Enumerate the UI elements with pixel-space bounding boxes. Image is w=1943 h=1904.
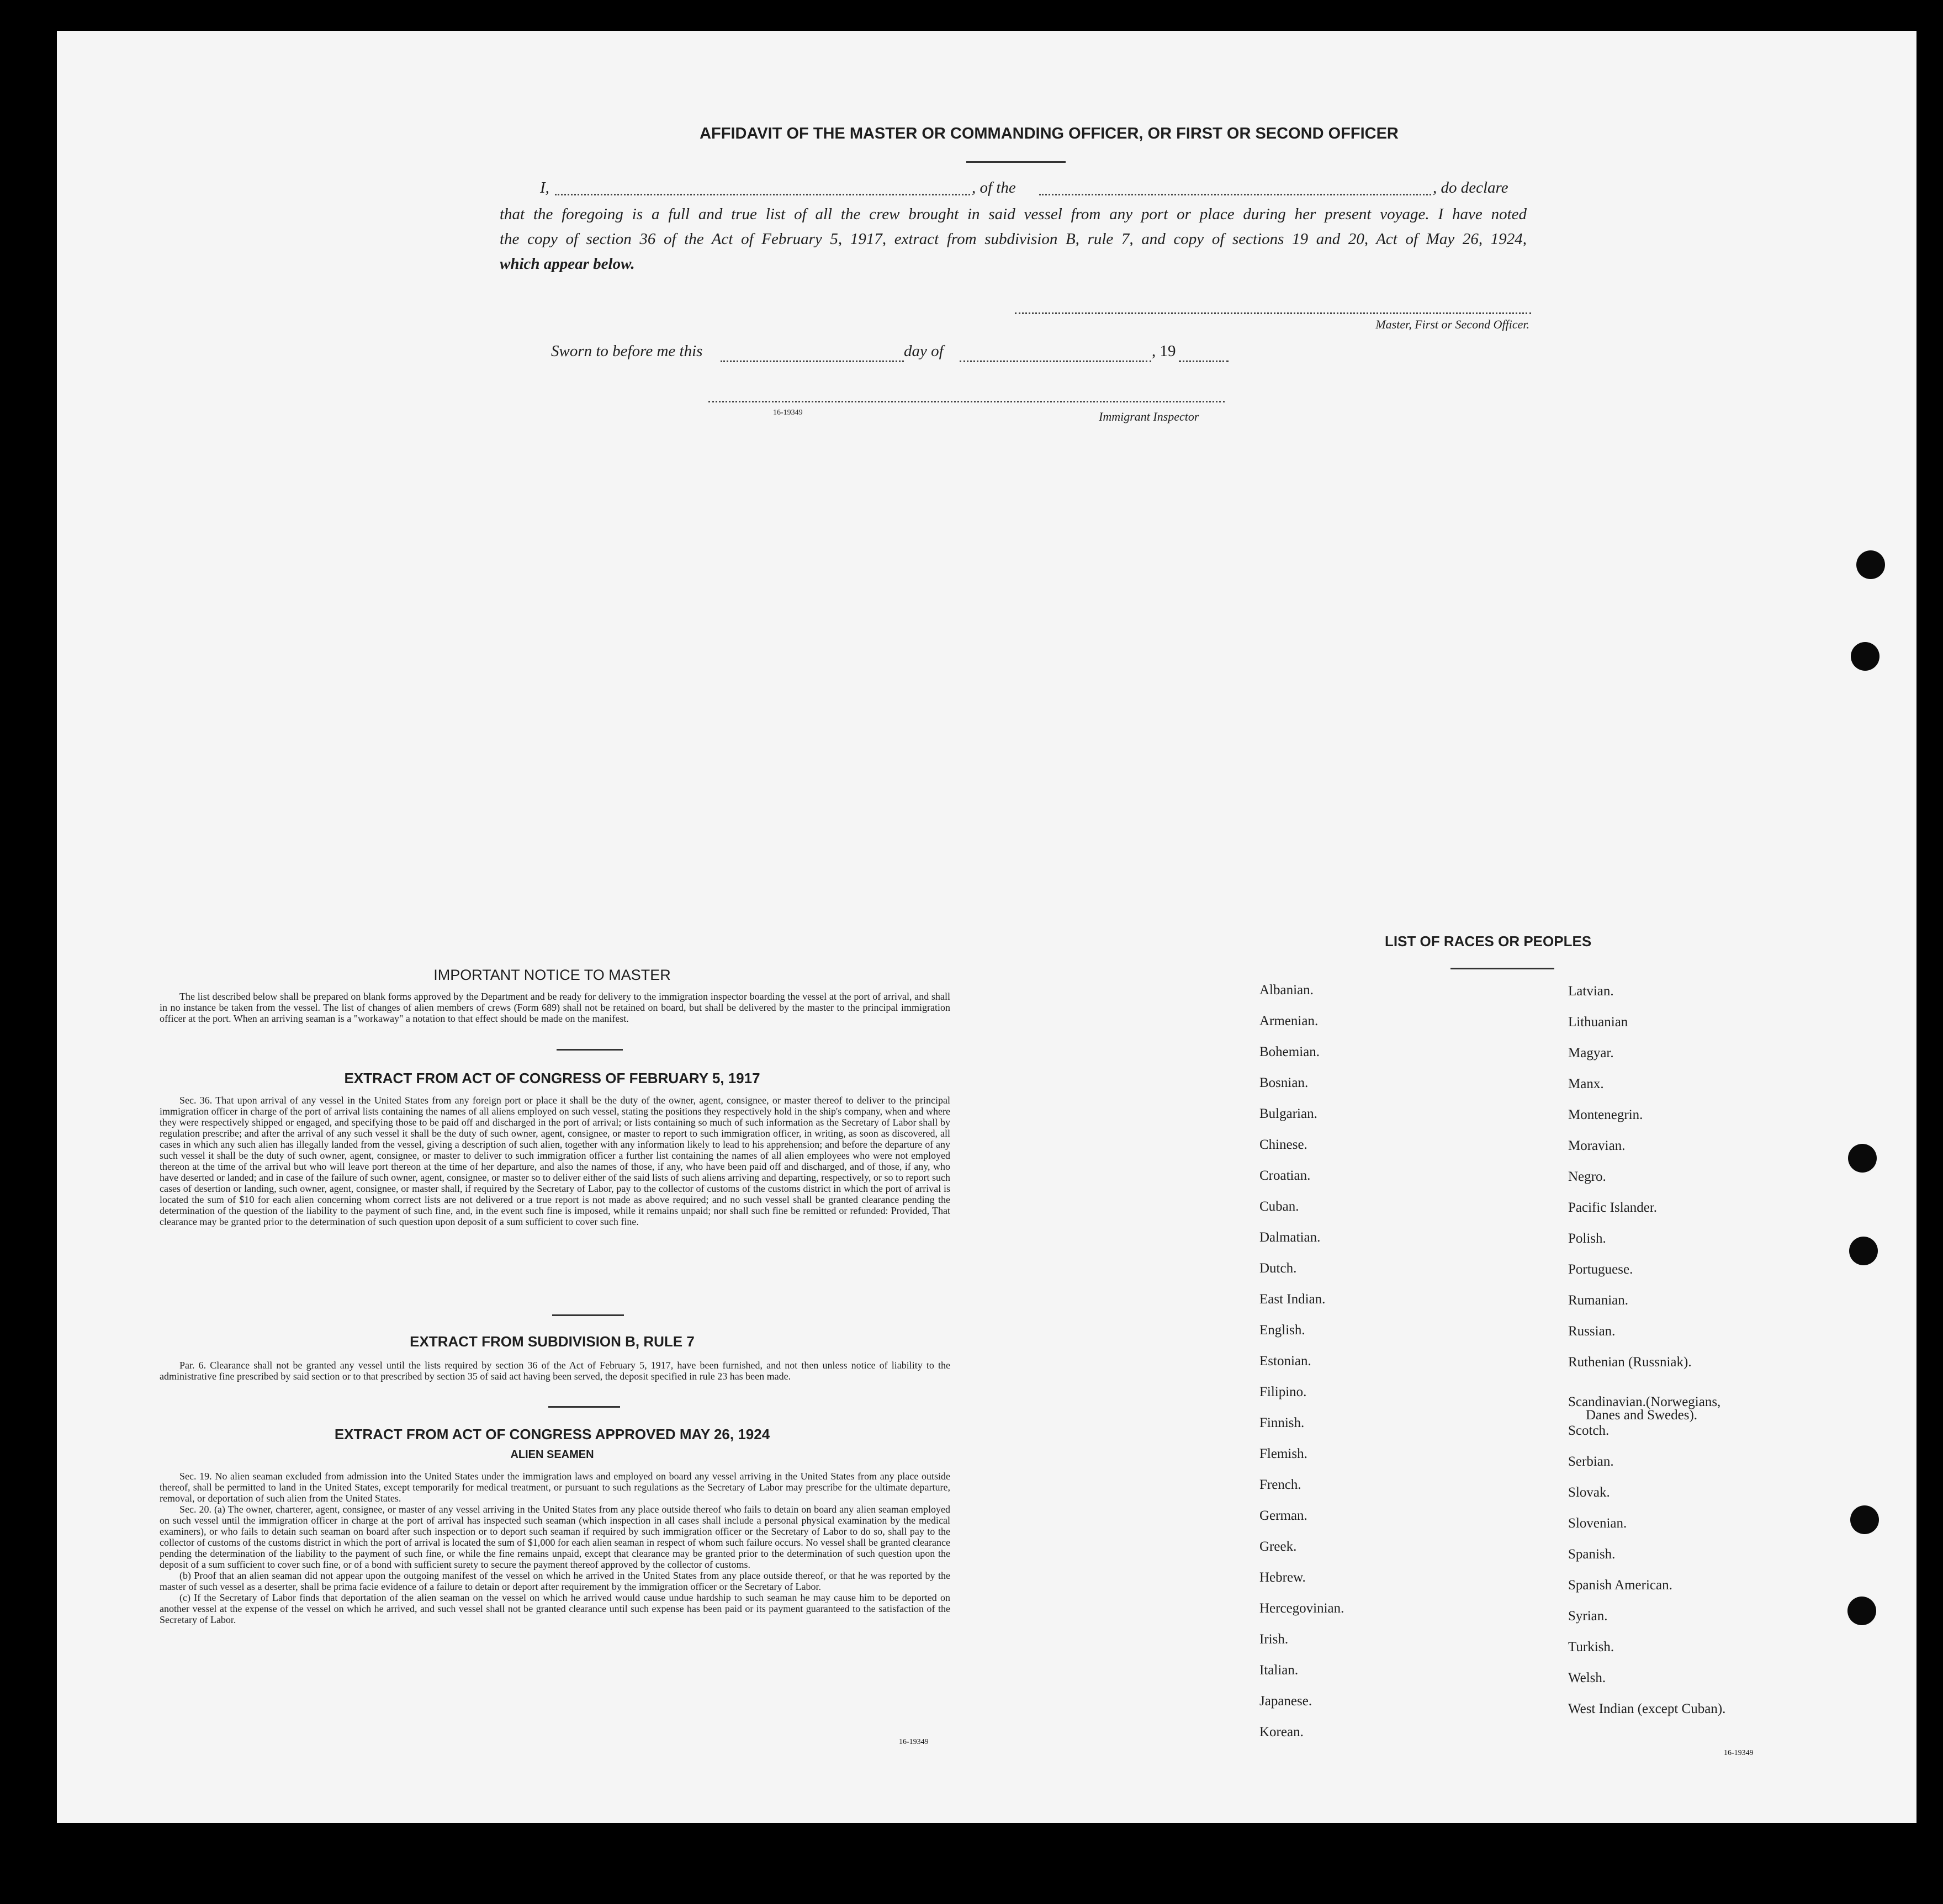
punch-hole xyxy=(1850,1505,1879,1534)
race-item: Armenian. xyxy=(1259,1014,1319,1028)
divider xyxy=(557,1049,623,1051)
race-scandinavian-cont: Danes and Swedes). xyxy=(1586,1408,1698,1423)
name-blank xyxy=(555,194,970,195)
affidavit-form-number: 16-19349 xyxy=(773,409,803,417)
extract-1917-text xyxy=(160,1095,950,1227)
declaration-do-declare: , do declare xyxy=(1433,179,1508,197)
paragraph-line-1: that the foregoing is a full and true list of all the crew brought in said vessel from any port or place during her present voyage. I have noted xyxy=(500,205,1527,223)
punch-hole xyxy=(1849,1237,1878,1265)
race-item: Pacific Islander. xyxy=(1568,1200,1658,1215)
race-item: Scotch. xyxy=(1568,1423,1610,1438)
race-item: Montenegrin. xyxy=(1568,1107,1643,1122)
vessel-blank xyxy=(1039,194,1431,195)
race-item: Dutch. xyxy=(1259,1261,1297,1276)
race-item: Bulgarian. xyxy=(1259,1106,1317,1121)
race-item: Hercegovinian. xyxy=(1259,1601,1344,1616)
title-underline xyxy=(966,161,1066,163)
race-item: English. xyxy=(1259,1323,1305,1338)
race-item: Japanese. xyxy=(1259,1694,1312,1709)
race-item: Turkish. xyxy=(1568,1640,1614,1654)
race-item: Irish. xyxy=(1259,1632,1289,1647)
race-item: Slovak. xyxy=(1568,1485,1610,1500)
divider xyxy=(552,1314,624,1316)
race-item: Flemish. xyxy=(1259,1446,1307,1461)
race-item: Russian. xyxy=(1568,1324,1616,1339)
extract-rule7-title: EXTRACT FROM SUBDIVISION B, RULE 7 xyxy=(410,1333,695,1350)
inspector-signature-line xyxy=(708,401,1225,402)
race-item: Polish. xyxy=(1568,1231,1606,1246)
race-item: Slovenian. xyxy=(1568,1516,1627,1531)
par-6-paragraph: Par. 6. Clearance shall not be granted any vessel until the lists required by section 36 of the Act of February 5, 1917, have been furnished, and not then unless notice of liability to the administrative fine prescribed by said section or to that prescribed by section 35 of said act having been served, the deposit specified in rule 23 has been made. xyxy=(160,1360,950,1382)
races-form-number: 16-19349 xyxy=(1724,1749,1754,1757)
race-item: Lithuanian xyxy=(1568,1015,1628,1030)
affidavit-title: AFFIDAVIT OF THE MASTER OR COMMANDING OFFICER, OR FIRST OR SECOND OFFICER xyxy=(700,125,1399,142)
extract-rule7-text xyxy=(160,1360,950,1382)
race-item: Spanish American. xyxy=(1568,1578,1672,1593)
race-item: East Indian. xyxy=(1259,1292,1326,1307)
sworn-year-blank xyxy=(1179,360,1229,362)
punch-hole xyxy=(1848,1144,1877,1173)
race-item: Croatian. xyxy=(1259,1168,1311,1183)
sworn-year-prefix: , 19 xyxy=(1152,342,1176,360)
master-signature-line xyxy=(1015,312,1531,314)
declaration-i: I, xyxy=(540,179,549,197)
race-item: Dalmatian. xyxy=(1259,1230,1321,1245)
punch-hole xyxy=(1847,1597,1876,1625)
race-item: Bohemian. xyxy=(1259,1044,1320,1059)
race-item: Syrian. xyxy=(1568,1609,1608,1624)
race-item: German. xyxy=(1259,1508,1307,1523)
extract-1917-title: EXTRACT FROM ACT OF CONGRESS OF FEBRUARY 5, 1917 xyxy=(344,1070,760,1086)
race-item: Chinese. xyxy=(1259,1137,1307,1152)
race-item: Negro. xyxy=(1568,1169,1606,1184)
race-item: Spanish. xyxy=(1568,1547,1616,1562)
divider xyxy=(548,1406,620,1408)
race-item: Rumanian. xyxy=(1568,1293,1629,1308)
race-item: Moravian. xyxy=(1568,1138,1626,1153)
extract-1924-title: EXTRACT FROM ACT OF CONGRESS APPROVED MAY 26, 1924 xyxy=(334,1426,770,1442)
races-title-underline xyxy=(1450,968,1554,969)
punch-hole xyxy=(1856,550,1885,579)
race-item: Italian. xyxy=(1259,1663,1299,1678)
race-item: Scandinavian.(Norwegians, xyxy=(1568,1394,1721,1409)
race-item: Portuguese. xyxy=(1568,1262,1633,1277)
race-item: Cuban. xyxy=(1259,1199,1299,1214)
extract-1924-text xyxy=(160,1471,950,1625)
extract-1924-subtitle: ALIEN SEAMEN xyxy=(510,1449,594,1461)
sec-19-paragraph: Sec. 19. No alien seaman excluded from admission into the United States under the immigration laws and employed on board any vessel arriving in the United States from any place outside thereof, shall be permitted to land in the United States, except temporarily for medical treatment, or pursuant to such regulations as the Secretary of Labor may prescribe for the ultimate departure, removal, or deportation of such alien from the United States. xyxy=(160,1471,950,1504)
race-item: Hebrew. xyxy=(1259,1570,1306,1585)
sec-20b-paragraph: (b) Proof that an alien seaman did not appear upon the outgoing manifest of the vessel on which he arrived in the United States from any place outside thereof, or that he was reported by the master of such vessel as a deserter, shall be prima facie evidence of a failure to detain or deport after requirement by the immigration officer or the Secretary of Labor. xyxy=(160,1570,950,1592)
race-item: Magyar. xyxy=(1568,1046,1614,1060)
race-item: Bosnian. xyxy=(1259,1075,1309,1090)
notice-paragraph: The list described below shall be prepared on blank forms approved by the Department and be ready for delivery to the immigration inspector boarding the vessel at the port of arrival, and shall in no instance be taken from the vessel. The list of changes of alien members of crews (Form 689) shall not be retained on board, but shall be delivered by the master to the principal immigration officer at the port. When an arriving seaman is a "workaway" a notation to that effect should be made on the manifest. xyxy=(160,991,950,1024)
paragraph-line-3: which appear below. xyxy=(500,255,635,273)
race-item: West Indian (except Cuban). xyxy=(1568,1701,1726,1716)
sec-20a-paragraph: Sec. 20. (a) The owner, charterer, agent, consignee, or master of any vessel arriving in the United States from any place outside thereof who fails to detain on board any alien seaman employed on such vessel until the immigration officer in charge at the port of arrival has inspected such seaman (which inspection in all cases shall include a personal physical examination by the medical examiners), or who fails to detain such seaman on board after such inspection or to deport such seaman if required by such immigration officer or the Secretary of Labor to do so, shall pay to the collector of customs of the customs district in which the port of arrival is located the sum of $1,000 for each alien seaman in respect of whom such failure occurs. No vessel shall be granted clearance pending the determination of the liability to the payment of such fine, or while the fine remains unpaid, except that clearance may be granted prior to the determination of such question upon the deposit of a sum sufficient to cover such fine, or of a bond with sufficient surety to secure the payment thereof approved by the collector of customs. xyxy=(160,1504,950,1570)
race-item: Greek. xyxy=(1259,1539,1297,1554)
race-item: Korean. xyxy=(1259,1725,1304,1739)
inspector-label: Immigrant Inspector xyxy=(1099,410,1199,423)
race-item: French. xyxy=(1259,1477,1301,1492)
race-item: Ruthenian (Russniak). xyxy=(1568,1355,1692,1370)
declaration-paragraph xyxy=(500,202,1527,277)
race-item: Estonian. xyxy=(1259,1354,1311,1369)
sworn-month-blank xyxy=(960,360,1151,362)
races-title: LIST OF RACES OR PEOPLES xyxy=(1385,933,1592,950)
race-item: Latvian. xyxy=(1568,984,1614,999)
section-36-paragraph: Sec. 36. That upon arrival of any vessel in the United States from any foreign port or place it shall be the duty of the owner, agent, consignee, or master thereof to deliver to the principal immigration officer in charge of the port of arrival lists containing the names of all aliens employed on such vessel, stating the positions they respectively hold in the ship's company, when and where they were respectively shipped or engaged, and specifying those to be paid off and discharged in the port of arrival; or lists containing so much of such information as the Secretary of Labor shall by regulation prescribe; and after the arrival of any such vessel it shall be the duty of such owner, agent, consignee, or master to report to such immigration officer, in writing, as soon as discovered, all cases in which any such alien has illegally landed from the vessel, giving a description of such alien, together with any information likely to lead to his apprehension; and before the departure of any such vessel it shall be the duty of such owner, agent, consignee, or master to deliver to such immigration officer a further list containing the names of all alien employees who were not employed thereon at the time of the arrival but who will leave port thereon at the time of her departure, and also the names of those, if any, who have been paid off and discharged, and of those, if any, who have deserted or landed; and in case of the failure of such owner, agent, consignee, or master so to deliver either of the said lists of such aliens arriving and departing, respectively, or so to report such cases of desertion or landing, such owner, agent, consignee, or master shall, if required by the Secretary of Labor, pay to the collector of customs of the customs district in which the port of arrival is located the sum of $10 for each alien concerning whom correct lists are not delivered or a true report is not made as above required; and no such vessel shall be granted clearance pending the determination of the question of the liability to the payment of such fine, and, in the event such fine is imposed, while it remains unpaid; nor shall such fine be remitted or refunded: Provided, That clearance may be granted prior to the determination of such question upon deposit of a sum sufficient to cover such fine. xyxy=(160,1095,950,1227)
notice-text xyxy=(160,991,950,1024)
race-item: Serbian. xyxy=(1568,1454,1614,1469)
race-item: Filipino. xyxy=(1259,1385,1307,1399)
extract-form-number: 16-19349 xyxy=(899,1738,929,1746)
race-item: Welsh. xyxy=(1568,1670,1606,1685)
race-item: Manx. xyxy=(1568,1076,1604,1091)
notice-title: IMPORTANT NOTICE TO MASTER xyxy=(433,967,671,983)
race-item: Finnish. xyxy=(1259,1415,1305,1430)
paragraph-line-2: the copy of section 36 of the Act of February 5, 1917, extract from subdivision B, rule 7, and copy of sections 19 and 20, Act of May 26, 1924, xyxy=(500,230,1527,248)
declaration-of-the: , of the xyxy=(972,179,1016,197)
sec-20c-paragraph: (c) If the Secretary of Labor finds that deportation of the alien seaman on the vessel on which he arrived would cause undue hardship to such seaman he may cause him to be deported on another vessel at the expense of the vessel on which he arrived, and such vessel shall not be granted clearance until such expense has been paid or its payment guaranteed to the satisfaction of the Secretary of Labor. xyxy=(160,1592,950,1625)
race-item: Albanian. xyxy=(1259,983,1314,998)
punch-hole xyxy=(1851,642,1880,671)
master-label: Master, First or Second Officer. xyxy=(1375,317,1529,331)
sworn-day-blank xyxy=(721,360,904,362)
sworn-day-of: day of xyxy=(904,342,944,360)
sworn-prefix: Sworn to before me this xyxy=(551,342,703,360)
